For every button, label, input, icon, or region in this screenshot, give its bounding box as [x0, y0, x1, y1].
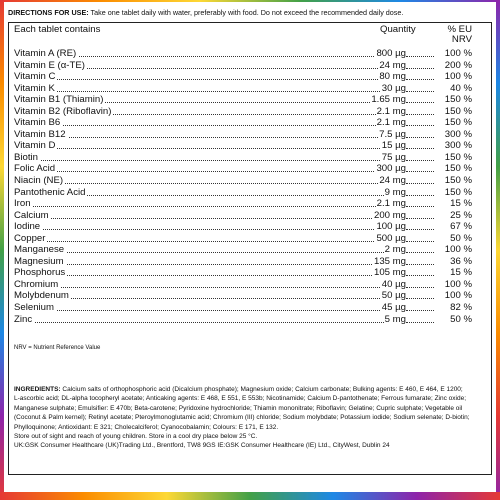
nutrient-name: Vitamin B12 [14, 128, 66, 140]
nutrient-quantity: 500 µg [376, 232, 406, 244]
ingredients-text: (Coconut & Palm kernel); Retinyl acetate; Pteroylmonoglutamic acid; Chromium (III) chloride; Sodium molybdate; Potassium iodide; Sodium selenate; D-biotin; [14, 414, 470, 422]
nutrient-nrv: 25 % [434, 210, 472, 222]
leader-dots [406, 183, 434, 184]
table-row [0, 221, 484, 233]
nutrient-nrv: 40 % [434, 83, 472, 95]
nutrient-name: Vitamin A (RE) [14, 48, 77, 59]
leader-dots [406, 137, 434, 138]
nutrient-quantity: 7.5 µg [379, 128, 406, 140]
leader-dots [406, 252, 434, 253]
nutrient-quantity: 50 µg [381, 290, 406, 302]
leader-dots [14, 148, 436, 149]
leader-dots [14, 171, 436, 172]
nutrient-nrv: 50 % [434, 233, 472, 245]
nutrient-name: Pantothenic Acid [14, 186, 86, 198]
column-header-nrv: % EU [447, 24, 472, 35]
nutrient-name: Vitamin B1 (Thiamin) [14, 94, 104, 106]
leader-dots [406, 160, 434, 161]
nutrient-name: Folic Acid [14, 163, 56, 175]
table-row [0, 71, 484, 83]
nutrient-nrv: 15 % [434, 198, 472, 210]
table-row [0, 117, 484, 129]
leader-dots [406, 125, 434, 126]
leader-dots [14, 241, 436, 242]
table-row [0, 129, 484, 141]
nutrient-quantity: 45 µg [381, 302, 406, 314]
nutrient-nrv: 300 % [434, 140, 472, 152]
table-row [0, 163, 484, 175]
nutrient-nrv: 82 % [434, 302, 472, 314]
column-header-quantity: Quantity [380, 24, 416, 35]
nutrient-name: Vitamin B6 [14, 117, 61, 129]
leader-dots [406, 275, 434, 276]
leader-dots [406, 264, 434, 265]
nutrient-quantity: 9 mg [384, 186, 406, 198]
nutrient-nrv: 100 % [434, 290, 472, 302]
directions-for-use [8, 8, 492, 18]
column-header-nrv-line2: NRV [451, 34, 472, 45]
table-row [0, 60, 484, 72]
leader-dots [14, 125, 436, 126]
table-row [0, 267, 484, 279]
ingredients-text: Store out of sight and reach of young children. Store in a cool dry place below 25 °C. [14, 433, 258, 441]
leader-dots [14, 79, 436, 80]
ingredients-text: L-ascorbic acid; DL-alpha tocopheryl acetate; Anticaking agents: E 468, E 551, E 553b; Nicotinamide; Calcium D-pantothenate; Ferrous fumarate; Zinc oxide; [14, 395, 466, 403]
table-row [0, 290, 484, 302]
nutrient-quantity: 5 mg [384, 313, 406, 325]
ingredients-text: UK:GSK Consumer Healthcare (UK)Trading Ltd., Brentford, TW8 9GS IE:GSK Consumer Healthcare (IE) Ltd., CityWest, Dublin 24 [14, 442, 390, 450]
leader-dots [14, 229, 436, 230]
nutrient-name: Calcium [14, 209, 49, 221]
ingredients-text: Phylloquinone; Antioxidant: E 321; Cholecalciferol; Cyanocobalamin; Colours: E 171, E 132. [14, 423, 279, 431]
nutrient-quantity: 75 µg [381, 151, 406, 163]
nutrient-quantity: 105 mg [374, 267, 406, 279]
leader-dots [14, 183, 436, 184]
table-row [0, 314, 484, 326]
leader-dots [14, 252, 436, 253]
nutrient-name: Molybdenum [14, 290, 69, 302]
nutrition-table-header [0, 22, 484, 44]
table-row [0, 106, 484, 118]
nutrient-name: Vitamin B2 (Riboflavin) [14, 105, 112, 117]
leader-dots [14, 298, 436, 299]
rainbow-border-right [496, 0, 500, 500]
nutrient-name: Copper [14, 232, 46, 244]
leader-dots [406, 206, 434, 207]
leader-dots [406, 195, 434, 196]
table-row [0, 94, 484, 106]
nutrient-nrv: 100 % [434, 48, 472, 60]
nutrient-name: Biotin [14, 151, 38, 163]
nutrient-nrv: 100 % [434, 71, 472, 83]
nutrient-name: Iodine [14, 221, 41, 233]
ingredients-line [14, 394, 484, 403]
nutrient-nrv: 50 % [434, 314, 472, 326]
rainbow-border-bottom [0, 492, 500, 500]
table-row [0, 83, 484, 95]
nutrient-nrv: 200 % [434, 60, 472, 72]
ingredients-line [14, 423, 484, 432]
table-row [0, 244, 484, 256]
leader-dots [14, 310, 436, 311]
nutrient-nrv: 150 % [434, 152, 472, 164]
nutrient-nrv: 150 % [434, 187, 472, 199]
leader-dots [406, 229, 434, 230]
table-row [0, 210, 484, 222]
nutrient-name: Selenium [14, 302, 54, 314]
nutrient-nrv: 150 % [434, 117, 472, 129]
nutrient-nrv: 150 % [434, 94, 472, 106]
nutrient-quantity: 24 mg [379, 59, 406, 71]
nutrient-quantity: 15 µg [381, 140, 406, 152]
nrv-footnote: NRV = Nutrient Reference Value [14, 345, 101, 351]
nutrient-quantity: 200 mg [374, 209, 406, 221]
nutrient-name: Chromium [14, 278, 59, 290]
leader-dots [406, 91, 434, 92]
leader-dots [14, 287, 436, 288]
nutrient-nrv: 15 % [434, 267, 472, 279]
nutrient-nrv: 36 % [434, 256, 472, 268]
ingredients-line [14, 441, 484, 450]
nutrient-quantity: 1.65 mg [371, 94, 406, 106]
nutrient-nrv: 300 % [434, 129, 472, 141]
table-row [0, 198, 484, 210]
nutrient-quantity: 2.1 mg [376, 198, 406, 210]
nutrient-quantity: 2 mg [384, 244, 406, 256]
nutrient-name: Vitamin C [14, 71, 56, 83]
column-header-contains: Each tablet contains [14, 24, 101, 35]
leader-dots [406, 298, 434, 299]
leader-dots [14, 322, 436, 323]
leader-dots [406, 287, 434, 288]
ingredients-line [14, 404, 484, 413]
nutrient-name: Niacin (NE) [14, 175, 64, 187]
ingredients-label: INGREDIENTS: [14, 386, 61, 393]
nutrient-quantity: 100 µg [376, 221, 406, 233]
nutrient-quantity: 40 µg [381, 278, 406, 290]
ingredients-line [14, 385, 484, 394]
nutrient-name: Iron [14, 198, 31, 210]
nutrient-quantity: 2.1 mg [376, 117, 406, 129]
nutrient-nrv: 100 % [434, 244, 472, 256]
nutrient-name: Zinc [14, 313, 33, 325]
nutrition-table-rows [0, 48, 484, 325]
table-row [0, 48, 484, 60]
ingredients-text: Calcium salts of orthophosphoric acid (Dicalcium phosphate); Magnesium oxide; Calcium carbonate; Bulking agents: E 460, E 464, E 1200; [60, 386, 463, 393]
table-row [0, 187, 484, 199]
leader-dots [406, 79, 434, 80]
nutrient-nrv: 67 % [434, 221, 472, 233]
leader-dots [14, 206, 436, 207]
nutrient-quantity: 300 µg [376, 163, 406, 175]
nutrient-quantity: 800 µg [376, 48, 406, 59]
table-row [0, 233, 484, 245]
nutrient-quantity: 24 mg [379, 175, 406, 187]
table-row [0, 140, 484, 152]
nutrient-quantity: 30 µg [381, 82, 406, 94]
nutrient-name: Magnesium [14, 255, 64, 267]
directions-label: DIRECTIONS FOR USE: [8, 8, 89, 17]
table-row [0, 175, 484, 187]
table-row [0, 152, 484, 164]
leader-dots [14, 137, 436, 138]
leader-dots [406, 56, 434, 57]
directions-text: Take one tablet daily with water, preferably with food. Do not exceed the recommended daily dose. [90, 8, 404, 17]
leader-dots [406, 114, 434, 115]
ingredients-text: Manganese sulphate; Emulsifier: E 470b; Beta-carotene; Pyridoxine hydrochloride; Thiamin mononitrate; Riboflavin; Gelatine; Cupric sulphate; Vegetable oil [14, 404, 463, 412]
nutrient-quantity: 2.1 mg [376, 105, 406, 117]
table-row [0, 279, 484, 291]
nutrient-name: Vitamin D [14, 140, 56, 152]
nutrient-name: Vitamin K [14, 82, 55, 94]
leader-dots [406, 322, 434, 323]
nutrient-name: Manganese [14, 244, 65, 256]
leader-dots [14, 91, 436, 92]
leader-dots [406, 310, 434, 311]
table-row [0, 302, 484, 314]
ingredients-line [14, 432, 484, 441]
ingredients-line [14, 413, 484, 422]
leader-dots [406, 68, 434, 69]
ingredients-section [14, 385, 484, 451]
nutrient-nrv: 150 % [434, 106, 472, 118]
table-row [0, 256, 484, 268]
leader-dots [406, 241, 434, 242]
leader-dots [14, 160, 436, 161]
nutrient-quantity: 135 mg [374, 255, 406, 267]
nutrient-name: Phosphorus [14, 267, 66, 279]
nutrient-nrv: 150 % [434, 163, 472, 175]
leader-dots [406, 102, 434, 103]
leader-dots [406, 218, 434, 219]
nutrient-nrv: 150 % [434, 175, 472, 187]
leader-dots [406, 171, 434, 172]
rainbow-border-top [0, 0, 500, 2]
nutrient-name: Vitamin E (α-TE) [14, 59, 85, 71]
nutrient-quantity: 80 mg [379, 71, 406, 83]
nutrient-nrv: 100 % [434, 279, 472, 291]
leader-dots [406, 148, 434, 149]
